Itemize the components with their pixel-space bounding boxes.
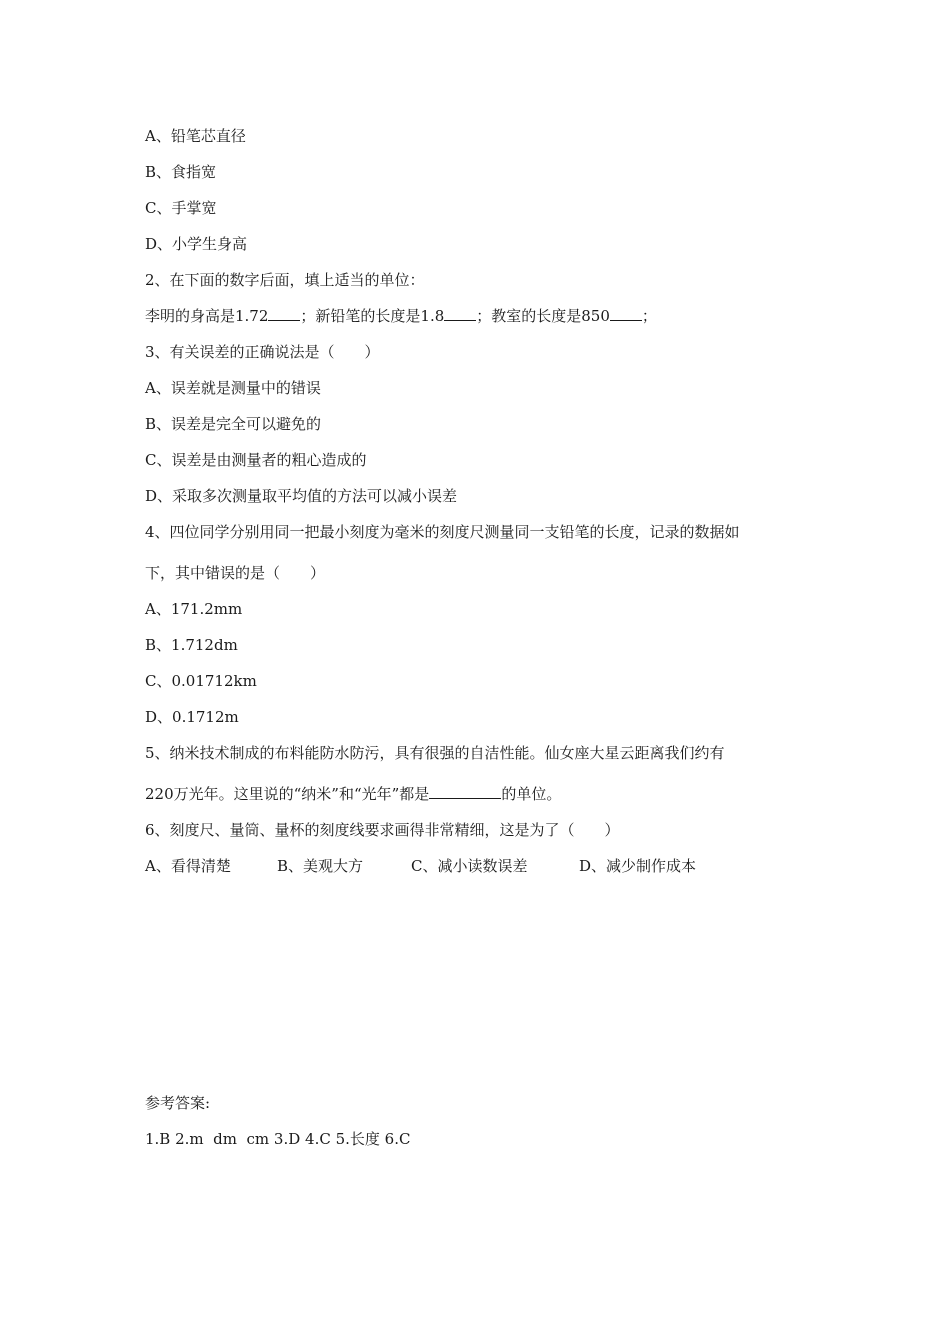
q2-part1: 李明的身高是1.72 xyxy=(145,307,269,325)
q4-stem-line2: 下，其中错误的是（ ） xyxy=(145,564,326,582)
q1-option-b: B、食指宽 xyxy=(145,163,217,181)
q2-blank-3[interactable] xyxy=(610,306,642,321)
q1-option-a: A、铅笔芯直径 xyxy=(145,127,246,145)
q2-fill-line xyxy=(145,306,657,326)
q5-stem-line1: 5、纳米技术制成的布料能防水防污，具有很强的自洁性能。仙女座大星云距离我们约有 xyxy=(145,744,725,762)
q5-blank[interactable] xyxy=(429,784,501,799)
q2-blank-1[interactable] xyxy=(268,306,300,321)
q3-option-a: A、误差就是测量中的错误 xyxy=(145,379,321,397)
q4-option-c: C、0.01712km xyxy=(145,672,257,690)
q6-option-a: A、看得清楚 xyxy=(145,857,231,875)
q6-option-b: B、美观大方 xyxy=(277,857,364,875)
q6-option-d: D、减少制作成本 xyxy=(579,857,697,875)
q3-stem: 3、有关误差的正确说法是（ ） xyxy=(145,343,380,361)
q1-option-d: D、小学生身高 xyxy=(145,235,248,253)
q3-option-c: C、误差是由测量者的粗心造成的 xyxy=(145,451,367,469)
q3-option-b: B、误差是完全可以避免的 xyxy=(145,415,322,433)
q5-stem-line2 xyxy=(145,784,561,804)
q6-stem: 6、刻度尺、量筒、量杯的刻度线要求画得非常精细，这是为了（ ） xyxy=(145,821,620,839)
q2-part4: ； xyxy=(641,307,657,325)
q2-stem: 2、在下面的数字后面，填上适当的单位： xyxy=(145,271,425,289)
q4-option-a: A、171.2mm xyxy=(145,600,243,618)
q2-blank-2[interactable] xyxy=(444,306,476,321)
q6-options xyxy=(145,856,696,876)
q4-option-b: B、1.712dm xyxy=(145,636,238,654)
q4-option-d: D、0.1712m xyxy=(145,708,239,726)
q4-stem-line1: 4、四位同学分别用同一把最小刻度为毫米的刻度尺测量同一支铅笔的长度，记录的数据如 xyxy=(145,523,740,541)
answers-title: 参考答案: xyxy=(145,1094,211,1112)
q5-part1: 220万光年。这里说的“纳米”和“光年”都是 xyxy=(145,785,430,803)
q3-option-d: D、采取多次测量取平均值的方法可以减小误差 xyxy=(145,487,458,505)
q1-option-c: C、手掌宽 xyxy=(145,199,217,217)
q6-option-c: C、减小读数误差 xyxy=(411,857,528,875)
q2-part2: ；新铅笔的长度是1.8 xyxy=(300,307,445,325)
q5-part2: 的单位。 xyxy=(501,785,562,803)
q2-part3: ；教室的长度是850 xyxy=(476,307,610,325)
answers-text: 1.B 2.m dm cm 3.D 4.C 5.长度 6.C xyxy=(145,1130,411,1148)
